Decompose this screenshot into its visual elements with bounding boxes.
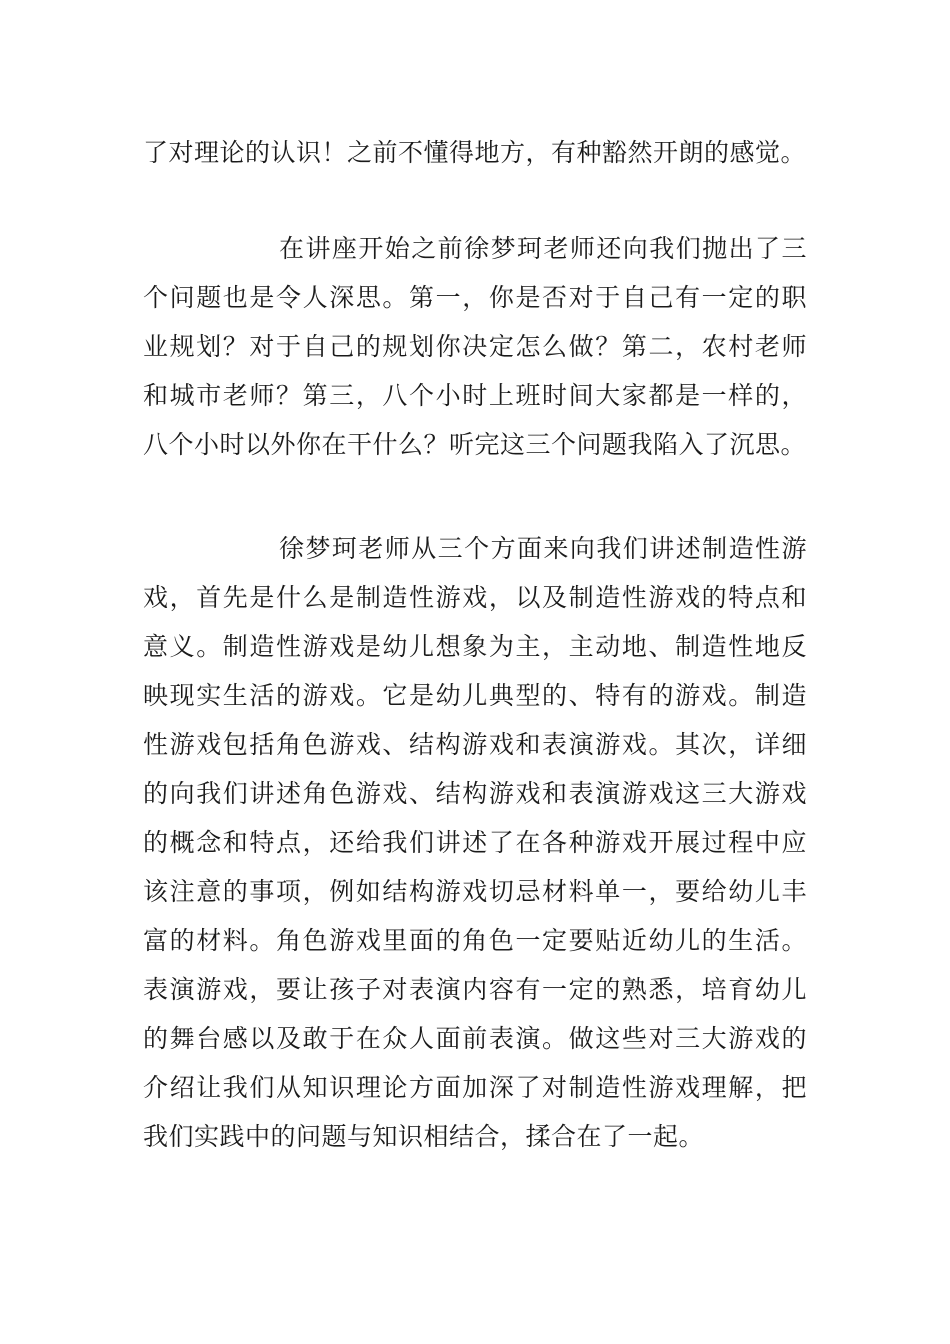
paragraph-line: 业规划？对于自己的规划你决定怎么做？第二，农村老师 bbox=[143, 332, 807, 361]
paragraph-line: 介绍让我们从知识理论方面加深了对制造性游戏理解，把 bbox=[143, 1073, 807, 1102]
paragraph-line: 的向我们讲述角色游戏、结构游戏和表演游戏这三大游戏 bbox=[143, 779, 807, 808]
paragraph-line: 的舞台感以及敢于在众人面前表演。做这些对三大游戏的 bbox=[143, 1024, 807, 1053]
paragraph-line: 表演游戏，要让孩子对表演内容有一定的熟悉，培育幼儿 bbox=[143, 975, 807, 1004]
paragraph-line: 富的材料。角色游戏里面的角色一定要贴近幼儿的生活。 bbox=[143, 926, 807, 955]
paragraph-line: 在讲座开始之前徐梦珂老师还向我们抛出了三 bbox=[279, 234, 807, 263]
paragraph-line: 该注意的事项，例如结构游戏切忌材料单一，要给幼儿丰 bbox=[143, 877, 807, 906]
paragraph-line: 和城市老师？第三，八个小时上班时间大家都是一样的， bbox=[143, 381, 807, 410]
paragraph-line: 徐梦珂老师从三个方面来向我们讲述制造性游 bbox=[279, 534, 807, 563]
paragraph-1 bbox=[143, 128, 807, 177]
paragraph-line: 八个小时以外你在干什么？听完这三个问题我陷入了沉思。 bbox=[143, 430, 807, 459]
paragraph-3 bbox=[143, 524, 807, 1161]
paragraph-line: 性游戏包括角色游戏、结构游戏和表演游戏。其次，详细 bbox=[143, 730, 807, 759]
paragraph-line: 个问题也是令人深思。第一，你是否对于自己有一定的职 bbox=[143, 283, 807, 312]
paragraph-2 bbox=[143, 224, 807, 469]
paragraph-line: 映现实生活的游戏。它是幼儿典型的、特有的游戏。制造 bbox=[143, 681, 807, 710]
paragraph-line: 我们实践中的问题与知识相结合，揉合在了一起。 bbox=[143, 1122, 705, 1151]
paragraph-line: 戏，首先是什么是制造性游戏，以及制造性游戏的特点和 bbox=[143, 583, 807, 612]
paragraph-line: 意义。制造性游戏是幼儿想象为主，主动地、制造性地反 bbox=[143, 632, 807, 661]
paragraph-line: 的概念和特点，还给我们讲述了在各种游戏开展过程中应 bbox=[143, 828, 807, 857]
paragraph-line: 了对理论的认识！之前不懂得地方，有种豁然开朗的感觉。 bbox=[143, 138, 807, 167]
